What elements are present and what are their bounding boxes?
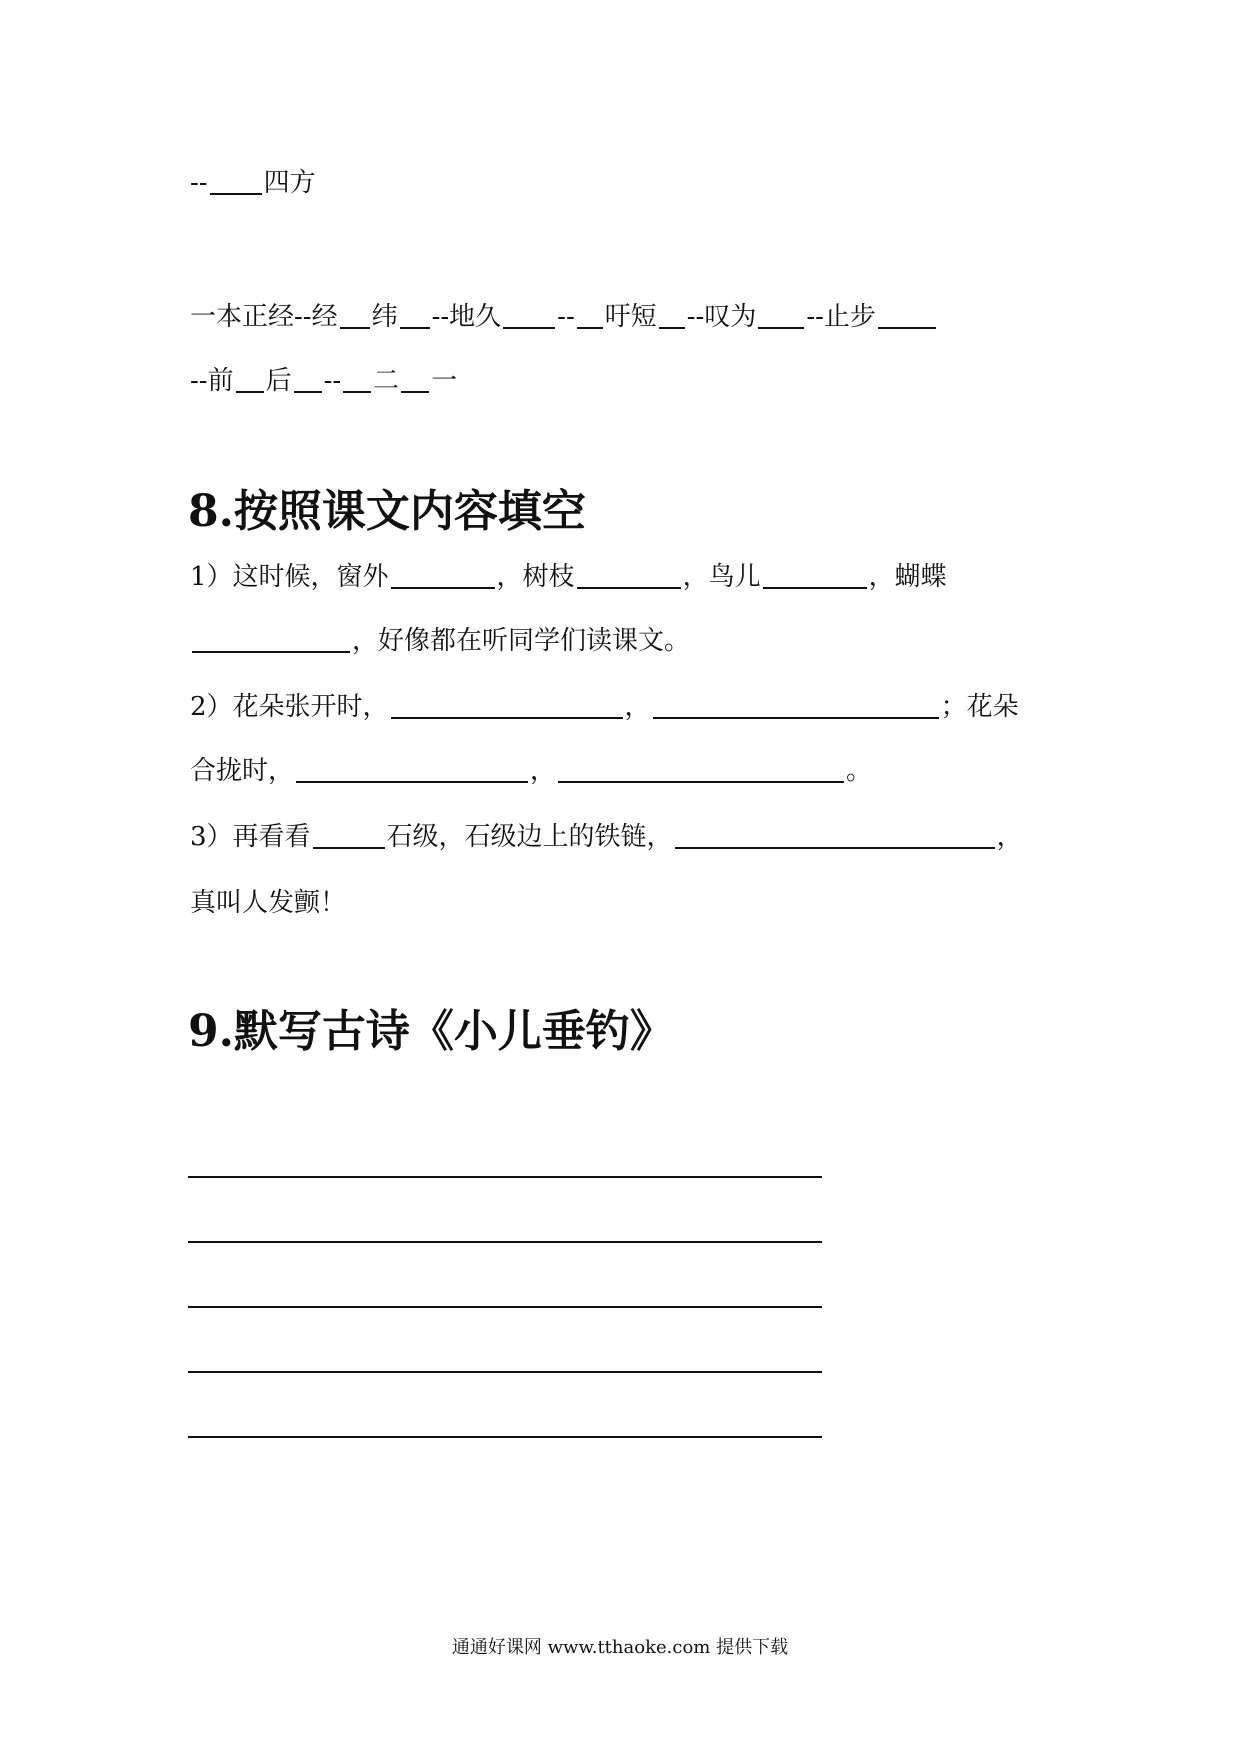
- writing-line[interactable]: [188, 1436, 822, 1438]
- blank[interactable]: [659, 301, 685, 329]
- blank[interactable]: [296, 755, 528, 783]
- question-2-line-2: 合拢时， ， 。: [190, 756, 873, 786]
- blank[interactable]: [558, 755, 844, 783]
- question-1-line-2: ，好像都在听同学们读课文。: [190, 624, 690, 658]
- idiom-line-3: --前 后 -- 二 一: [190, 366, 458, 396]
- blank[interactable]: [401, 365, 429, 393]
- blank[interactable]: [763, 561, 867, 589]
- blank[interactable]: [503, 301, 555, 329]
- blank[interactable]: [653, 691, 939, 719]
- question-3-line-1: 3）再看看 石级，石级边上的铁链， ，: [190, 822, 1023, 852]
- blank[interactable]: [400, 301, 430, 329]
- blank[interactable]: [675, 821, 995, 849]
- writing-line[interactable]: [188, 1371, 822, 1373]
- blank[interactable]: [878, 301, 936, 329]
- idiom-line-2: 一本正经--经 纬 --地久 -- 吁短 --叹为 --止步: [190, 300, 938, 334]
- question-2-line-1: 2）花朵张开时， ， ；花朵: [190, 692, 1019, 722]
- question-3-line-2: 真叫人发颤！: [190, 888, 347, 918]
- blank[interactable]: [210, 167, 262, 195]
- blank[interactable]: [343, 365, 371, 393]
- footer-text: 通通好课网 www.tthaoke.com 提供下载: [451, 1637, 789, 1658]
- blank[interactable]: [236, 365, 264, 393]
- blank[interactable]: [577, 301, 603, 329]
- blank[interactable]: [192, 625, 350, 653]
- blank[interactable]: [294, 365, 322, 393]
- blank[interactable]: [577, 561, 681, 589]
- writing-line[interactable]: [188, 1176, 822, 1178]
- idiom-line-1: -- 四方: [190, 168, 316, 198]
- section-8-heading: 8.按照课文内容填空: [188, 486, 586, 537]
- blank[interactable]: [758, 301, 804, 329]
- writing-line[interactable]: [188, 1241, 822, 1243]
- blank[interactable]: [391, 691, 623, 719]
- blank[interactable]: [391, 561, 495, 589]
- writing-line[interactable]: [188, 1306, 822, 1308]
- blank[interactable]: [340, 301, 370, 329]
- question-1-line-1: 1）这时候，窗外 ，树枝 ，鸟儿 ，蝴蝶: [190, 562, 947, 592]
- section-9-heading: 9.默写古诗《小儿垂钓》: [188, 1006, 674, 1057]
- blank[interactable]: [313, 821, 385, 849]
